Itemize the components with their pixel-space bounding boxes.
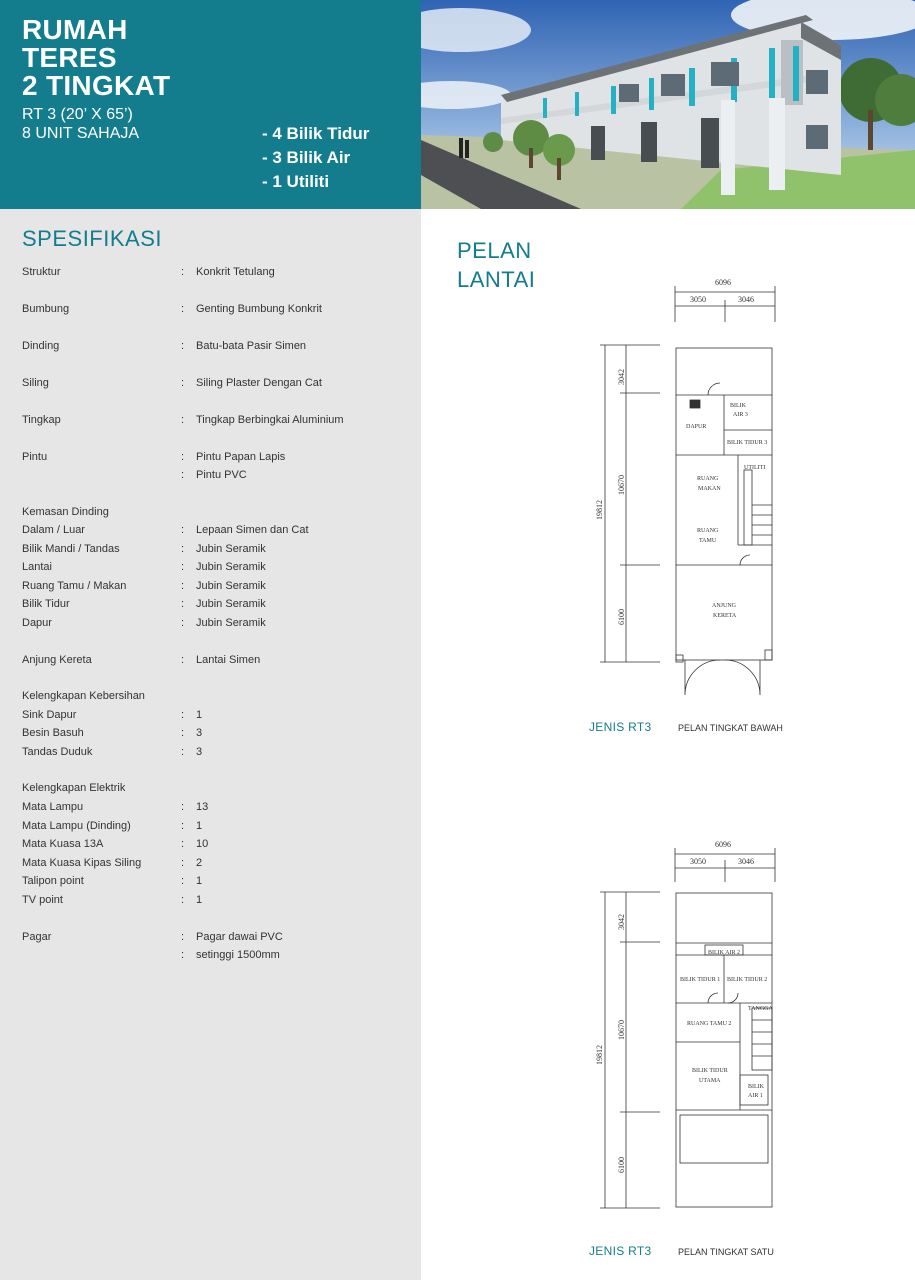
spec-label: Talipon point bbox=[22, 875, 84, 887]
spec-row bbox=[22, 264, 412, 280]
spec-label: Kelengkapan Kebersihan bbox=[22, 690, 145, 702]
title-line: 2 TINGKAT bbox=[22, 70, 171, 101]
plan-type-label: JENIS RT3 bbox=[589, 720, 652, 734]
room-ruang-tamu: RUANG bbox=[697, 528, 719, 534]
spec-label: Dalam / Luar bbox=[22, 524, 85, 536]
dim-front: 3042 bbox=[617, 914, 626, 930]
dim-left-width: 3050 bbox=[690, 857, 706, 866]
spec-colon: : bbox=[181, 598, 185, 610]
spec-colon: : bbox=[181, 340, 185, 352]
spec-value: Jubin Seramik bbox=[196, 580, 266, 592]
subtitle-line: RT 3 (20’ X 65’) bbox=[22, 106, 133, 123]
ground-floor-plan bbox=[586, 270, 796, 700]
feature-item: - 1 Utiliti bbox=[262, 172, 330, 191]
spec-colon: : bbox=[181, 451, 185, 463]
spec-colon: : bbox=[181, 838, 185, 850]
spec-label: Mata Lampu bbox=[22, 801, 84, 813]
spec-colon: : bbox=[181, 709, 185, 721]
title-line: RUMAH bbox=[22, 14, 128, 45]
spec-row bbox=[22, 338, 412, 354]
spec-row bbox=[22, 504, 412, 520]
spec-label: TV point bbox=[22, 894, 63, 906]
dim-front: 3042 bbox=[617, 369, 626, 385]
room-ruang-tamu-2: RUANG TAMU 2 bbox=[687, 1021, 732, 1027]
spec-label: Sink Dapur bbox=[22, 709, 77, 721]
spec-value: 13 bbox=[196, 801, 209, 813]
spec-value: 1 bbox=[196, 875, 203, 887]
subtitle-line: 8 UNIT SAHAJA bbox=[22, 125, 140, 142]
spec-colon: : bbox=[181, 746, 185, 758]
heading-line: LANTAI bbox=[457, 267, 536, 292]
feature-item: - 3 Bilik Air bbox=[262, 148, 351, 167]
room-dapur: DAPUR bbox=[686, 424, 707, 430]
plan-caption: PELAN TINGKAT BAWAH bbox=[678, 723, 783, 733]
spec-heading: SPESIFIKASI bbox=[22, 226, 162, 251]
spec-row bbox=[22, 467, 412, 483]
spec-value: setinggi 1500mm bbox=[196, 949, 280, 961]
house-rendering bbox=[421, 0, 915, 209]
spec-value: Jubin Seramik bbox=[196, 598, 266, 610]
spec-value: Siling Plaster Dengan Cat bbox=[196, 377, 322, 389]
room-ruang-makan: RUANG bbox=[697, 476, 719, 482]
room-anjung: KERETA bbox=[713, 613, 737, 619]
spec-label: Pintu bbox=[22, 451, 48, 463]
spec-value: 10 bbox=[196, 838, 209, 850]
spec-colon: : bbox=[181, 617, 185, 629]
spec-colon: : bbox=[181, 377, 185, 389]
spec-row bbox=[22, 615, 412, 631]
spec-row bbox=[22, 652, 412, 668]
spec-row bbox=[22, 375, 412, 391]
spec-label: Kemasan Dinding bbox=[22, 506, 109, 518]
spec-colon: : bbox=[181, 543, 185, 555]
spec-label: Bumbung bbox=[22, 303, 70, 315]
spec-value: 1 bbox=[196, 709, 203, 721]
spec-label: Siling bbox=[22, 377, 49, 389]
spec-value: 1 bbox=[196, 894, 203, 906]
spec-row bbox=[22, 799, 412, 815]
spec-row bbox=[22, 412, 412, 428]
spec-label: Kelengkapan Elektrik bbox=[22, 782, 126, 794]
heading-line: PELAN bbox=[457, 238, 532, 263]
dim-right-width: 3046 bbox=[738, 857, 754, 866]
spec-value: Pintu Papan Lapis bbox=[196, 451, 286, 463]
plan-type-label: JENIS RT3 bbox=[589, 1244, 652, 1258]
spec-colon: : bbox=[181, 414, 185, 426]
spec-colon: : bbox=[181, 469, 185, 481]
room-bilik-air-1: AIR 1 bbox=[748, 1093, 763, 1099]
room-bilik-tidur-utama: UTAMA bbox=[699, 1078, 721, 1084]
spec-label: Dapur bbox=[22, 617, 52, 629]
spec-value: Pagar dawai PVC bbox=[196, 931, 283, 943]
spec-colon: : bbox=[181, 303, 185, 315]
dim-middle: 10670 bbox=[617, 475, 626, 495]
spec-row bbox=[22, 836, 412, 852]
spec-value: Jubin Seramik bbox=[196, 561, 266, 573]
spec-value: Pintu PVC bbox=[196, 469, 247, 481]
spec-label: Mata Kuasa Kipas Siling bbox=[22, 857, 142, 869]
spec-value: Batu-bata Pasir Simen bbox=[196, 340, 307, 352]
spec-value: Jubin Seramik bbox=[196, 617, 266, 629]
spec-row bbox=[22, 780, 412, 796]
dim-right-width: 3046 bbox=[738, 295, 754, 304]
first-floor-plan bbox=[586, 835, 796, 1215]
spec-label: Ruang Tamu / Makan bbox=[22, 580, 127, 592]
spec-colon: : bbox=[181, 524, 185, 536]
dim-total-width: 6096 bbox=[715, 840, 731, 849]
spec-value: Tingkap Berbingkai Aluminium bbox=[196, 414, 344, 426]
spec-row bbox=[22, 818, 412, 834]
room-bilik-tidur-1: BILIK TIDUR 1 bbox=[680, 977, 721, 983]
spec-label: Tingkap bbox=[22, 414, 61, 426]
dim-left-width: 3050 bbox=[690, 295, 706, 304]
spec-row bbox=[22, 744, 412, 760]
spec-row bbox=[22, 449, 412, 465]
room-bilik-tidur: BILIK TIDUR 3 bbox=[727, 440, 768, 446]
spec-colon: : bbox=[181, 266, 185, 278]
spec-label: Dinding bbox=[22, 340, 60, 352]
spec-row bbox=[22, 541, 412, 557]
header-band bbox=[0, 0, 421, 209]
spec-value: Jubin Seramik bbox=[196, 543, 266, 555]
spec-value: Lantai Simen bbox=[196, 654, 261, 666]
spec-value: 3 bbox=[196, 727, 203, 739]
spec-colon: : bbox=[181, 857, 185, 869]
spec-row bbox=[22, 578, 412, 594]
spec-label: Besin Basuh bbox=[22, 727, 84, 739]
room-ruang-tamu: TAMU bbox=[699, 538, 717, 544]
spec-label: Tandas Duduk bbox=[22, 746, 93, 758]
room-bilik-air-1: BILIK bbox=[748, 1084, 764, 1090]
spec-colon: : bbox=[181, 820, 185, 832]
spec-colon: : bbox=[181, 894, 185, 906]
spec-value: 1 bbox=[196, 820, 203, 832]
spec-row bbox=[22, 301, 412, 317]
plan-caption: PELAN TINGKAT SATU bbox=[678, 1247, 774, 1257]
spec-row bbox=[22, 522, 412, 538]
room-ruang-makan: MAKAN bbox=[698, 486, 721, 492]
header-title bbox=[22, 16, 170, 100]
spec-colon: : bbox=[181, 931, 185, 943]
spec-label: Struktur bbox=[22, 266, 61, 278]
spec-row bbox=[22, 725, 412, 741]
spec-row bbox=[22, 596, 412, 612]
dim-middle: 10670 bbox=[617, 1020, 626, 1040]
spec-value: Genting Bumbung Konkrit bbox=[196, 303, 322, 315]
room-bilik-tidur-utama: BILIK TIDUR bbox=[692, 1068, 728, 1074]
spec-colon: : bbox=[181, 561, 185, 573]
spec-colon: : bbox=[181, 949, 185, 961]
spec-row bbox=[22, 855, 412, 871]
dim-rear: 6100 bbox=[617, 609, 626, 625]
spec-row bbox=[22, 688, 412, 704]
spec-colon: : bbox=[181, 875, 185, 887]
room-bilik-air-2: BILIK AIR 2 bbox=[708, 950, 740, 956]
spec-label: Lantai bbox=[22, 561, 52, 573]
spec-colon: : bbox=[181, 727, 185, 739]
spec-label: Bilik Tidur bbox=[22, 598, 70, 610]
spec-row bbox=[22, 873, 412, 889]
room-utiliti: UTILITI bbox=[744, 465, 766, 471]
spec-row bbox=[22, 892, 412, 908]
room-anjung: ANJUNG bbox=[712, 603, 736, 609]
spec-row bbox=[22, 559, 412, 575]
spec-colon: : bbox=[181, 801, 185, 813]
header-subtitle bbox=[22, 105, 139, 143]
spec-value: Konkrit Tetulang bbox=[196, 266, 275, 278]
room-bilik-air-num: AIR 3 bbox=[733, 412, 748, 418]
spec-value: 2 bbox=[196, 857, 203, 869]
spec-label: Mata Lampu (Dinding) bbox=[22, 820, 131, 832]
feature-item: - 4 Bilik Tidur bbox=[262, 124, 370, 143]
room-tangga: TANGGA bbox=[748, 1006, 773, 1012]
room-bilik-tidur-2: BILIK TIDUR 2 bbox=[727, 977, 768, 983]
plans-heading bbox=[457, 236, 535, 294]
spec-label: Pagar bbox=[22, 931, 52, 943]
spec-label: Mata Kuasa 13A bbox=[22, 838, 104, 850]
room-bilik-air: BILIK bbox=[730, 403, 746, 409]
spec-value: 3 bbox=[196, 746, 203, 758]
spec-value: Lepaan Simen dan Cat bbox=[196, 524, 309, 536]
dim-rear: 6100 bbox=[617, 1157, 626, 1173]
dim-total-length: 19812 bbox=[595, 1045, 604, 1065]
feature-list bbox=[262, 122, 369, 194]
spec-colon: : bbox=[181, 580, 185, 592]
spec-label: Anjung Kereta bbox=[22, 654, 92, 666]
dim-total-width: 6096 bbox=[715, 278, 731, 287]
spec-label: Bilik Mandi / Tandas bbox=[22, 543, 120, 555]
spec-row bbox=[22, 929, 412, 945]
title-line: TERES bbox=[22, 42, 117, 73]
dim-total-length: 19812 bbox=[595, 500, 604, 520]
spec-row bbox=[22, 707, 412, 723]
spec-colon: : bbox=[181, 654, 185, 666]
spec-row bbox=[22, 947, 412, 963]
